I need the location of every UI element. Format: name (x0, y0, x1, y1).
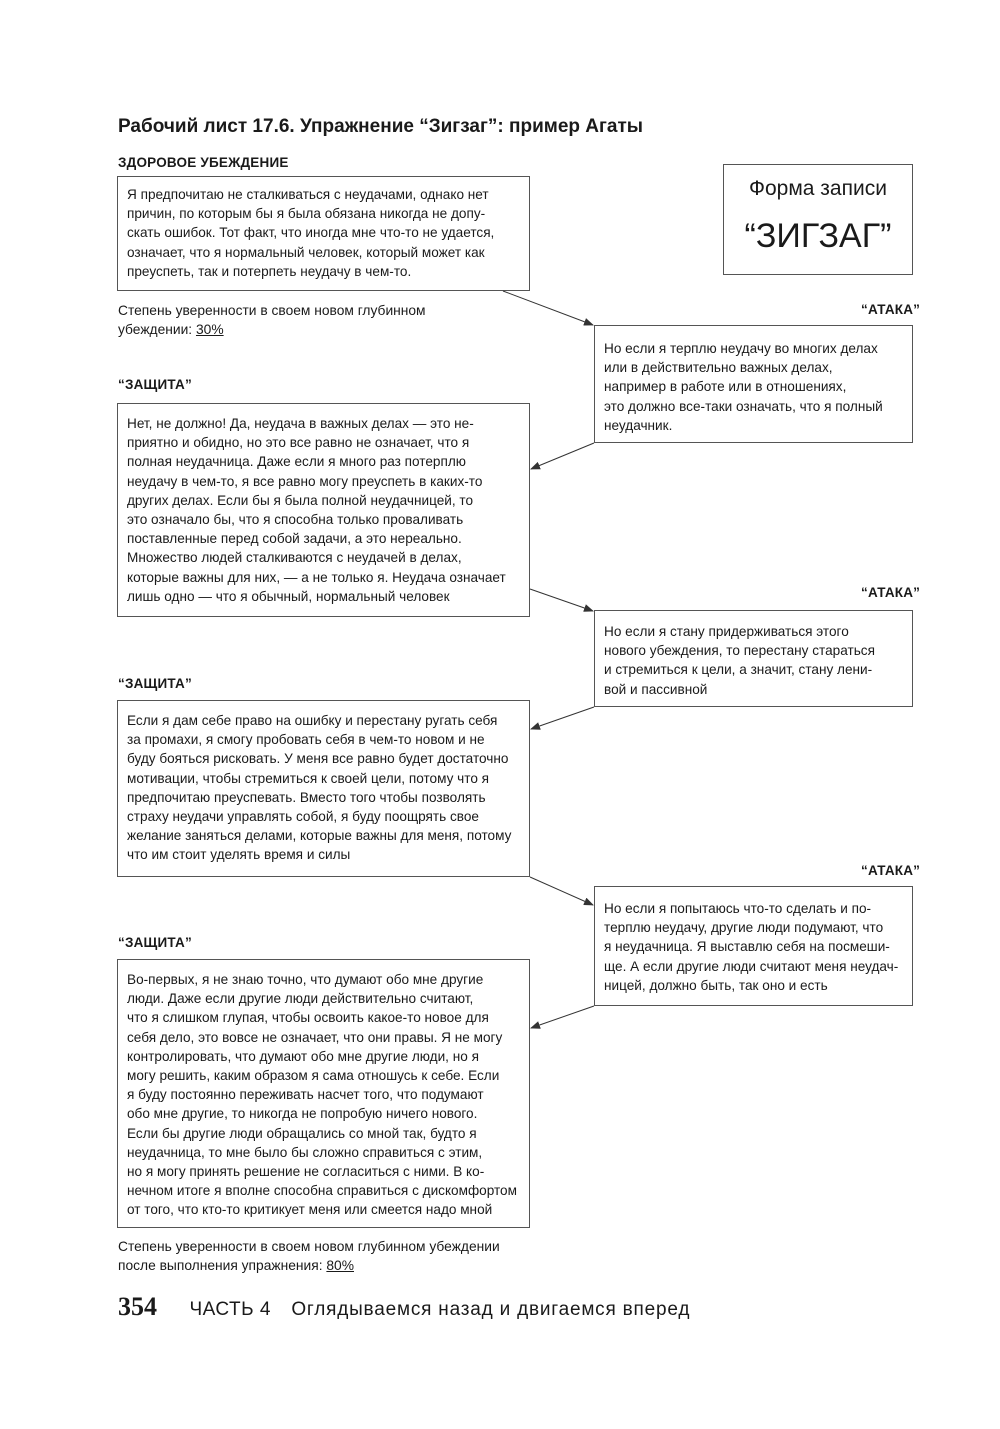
chapter-title: Оглядываемся назад и двигаемся вперед (291, 1299, 691, 1320)
attack-label-1: “АТАКА” (861, 302, 921, 317)
arrow-1 (503, 291, 593, 325)
text-line: контролировать, что думают обо мне другие люди, но я (127, 1048, 479, 1064)
text-line: причин, по которым бы я была обязана никогда не допу- (127, 206, 486, 222)
text-line: других делах. Если бы я была полной неудачницей, то (127, 492, 474, 508)
text-line: неудачу в чем-то, я все равно могу преуспеть в каких-то (127, 473, 483, 489)
text-line: Я предпочитаю не сталкиваться с неудачами, однако нет (127, 187, 489, 202)
part-label: ЧАСТЬ 4 (189, 1299, 271, 1320)
text-line: мотивации, чтобы стремиться к своей цели, потому что я (127, 770, 490, 786)
arrow-3 (530, 589, 593, 611)
defense-label-3: “ЗАЩИТА” (118, 935, 192, 950)
text-line: или в действительно важных делах, (604, 360, 833, 376)
text-line: Во-первых, я не знаю точно, что думают обо мне другие (127, 972, 484, 987)
text-line: что им стоит уделять время и силы (127, 847, 351, 863)
text-line: Если бы другие люди обращались со мной так, будто я (127, 1125, 477, 1141)
text-line: я неудачница. Я выставлю себя на посмеши- (604, 939, 890, 955)
text-line: нечном итоге я вполне способна справиться с дискомфортом (127, 1183, 517, 1199)
text-line: неудачница, то мне было бы сложно справиться с этим, (127, 1144, 483, 1160)
page-number: 354 (118, 1292, 157, 1321)
text-line: за промахи, я смогу пробовать себя в чем-то новом и не (127, 732, 485, 748)
page-title: Рабочий лист 17.6. Упражнение “Зигзаг”: пример Агаты (118, 116, 644, 137)
arrow-5 (530, 877, 593, 905)
text-line: вой и пассивной (604, 681, 708, 697)
confidence-after-line1: Степень уверенности в своем новом глубинном убеждении (118, 1239, 500, 1254)
attack-label-3: “АТАКА” (861, 863, 921, 878)
text-line: которые важны для них, — а не только я. Неудача означает (127, 569, 506, 585)
form-title-line2: “ЗИГЗАГ” (744, 217, 892, 255)
form-title-line1: Форма записи (749, 177, 887, 200)
text-line: это должно все-таки означать, что я полный (604, 398, 883, 414)
text-line: приятно и обидно, но это все равно не означает, что я (127, 435, 470, 451)
arrow-4 (531, 707, 594, 729)
text-line: преуспеть, так и потерпеть неудачу в чем-то. (127, 263, 412, 279)
text-line: Нет, не должно! Да, неудача в важных делах — это не- (127, 416, 474, 431)
text-line: себя дело, это вовсе не означает, что они правы. Я не могу (127, 1029, 503, 1045)
text-line: Но если я терплю неудачу во многих делах (604, 341, 878, 356)
text-line: я буду постоянно переживать насчет того, что подумают (127, 1087, 484, 1103)
text-line: ще. А если другие люди считают меня неудач- (604, 958, 899, 974)
text-line: это означало бы, что я способна только проваливать (127, 512, 464, 528)
text-line: Если я дам себе право на ошибку и перестану ругать себя (127, 713, 498, 728)
confidence-before-prefix: убеждении: (118, 322, 196, 338)
text-line: скать ошибок. Тот факт, что иногда мне что-то не удается, (127, 225, 495, 241)
text-line: буду бояться рисковать. У меня все равно будет достаточно (127, 751, 509, 767)
confidence-after-prefix: после выполнения упражнения: (118, 1258, 327, 1274)
text-line: страху неудачи управлять собой, я буду поощрять свое (127, 809, 479, 825)
text-line: полная неудачница. Даже если я много раз потерплю (127, 454, 466, 470)
text-line: обо мне другие, то никогда не попробую ничего нового. (127, 1106, 478, 1122)
confidence-before-line1: Степень уверенности в своем новом глубинном (118, 303, 426, 318)
text-line: Но если я стану придерживаться этого (604, 624, 849, 639)
text-line: могу решить, каким образом я сама отношусь к себе. Если (127, 1068, 500, 1084)
healthy-belief-label: ЗДОРОВОЕ УБЕЖДЕНИЕ (118, 155, 289, 170)
text-line: например в работе или в отношениях, (604, 379, 847, 395)
text-line: люди. Даже если другие люди действительно считают, (127, 991, 474, 1007)
text-line: терплю неудачу, другие люди подумают, что (604, 920, 884, 936)
arrow-6 (531, 1006, 594, 1028)
text-line: что я слишком глупая, чтобы освоить какое-то новое для (127, 1010, 489, 1026)
arrow-2 (531, 443, 594, 469)
text-line: желание заняться делами, которые важны для меня, потому (127, 828, 512, 844)
text-line: нового убеждения, то перестану стараться (604, 643, 875, 659)
confidence-before-value: 30% (195, 322, 224, 338)
text-line: от того, что кто-то критикует меня или смеется надо мной (127, 1202, 493, 1218)
confidence-after-value: 80% (326, 1258, 354, 1274)
text-line: поставленные перед собой задачи, а это нереально. (127, 531, 462, 547)
text-line: означает, что я нормальный человек, который может как (127, 244, 485, 260)
text-line: Множество людей сталкиваются с неудачей в делах, (127, 550, 462, 566)
text-line: Но если я попытаюсь что-то сделать и по- (604, 901, 872, 916)
defense-label-1: “ЗАЩИТА” (118, 377, 192, 392)
text-line: ницей, должно быть, так оно и есть (604, 977, 828, 993)
text-line: лишь одно — что я обычный, нормальный человек (127, 588, 450, 604)
attack-label-2: “АТАКА” (861, 585, 921, 600)
text-line: но я могу принять решение не согласиться с ними. В ко- (127, 1164, 485, 1180)
text-line: неудачник. (604, 417, 673, 433)
page-footer (118, 1292, 690, 1322)
text-line: и стремиться к цели, а значит, стану лени- (604, 662, 873, 678)
defense-label-2: “ЗАЩИТА” (118, 676, 192, 691)
text-line: предпочитаю преуспевать. Вместо того чтобы позволять (127, 789, 486, 805)
